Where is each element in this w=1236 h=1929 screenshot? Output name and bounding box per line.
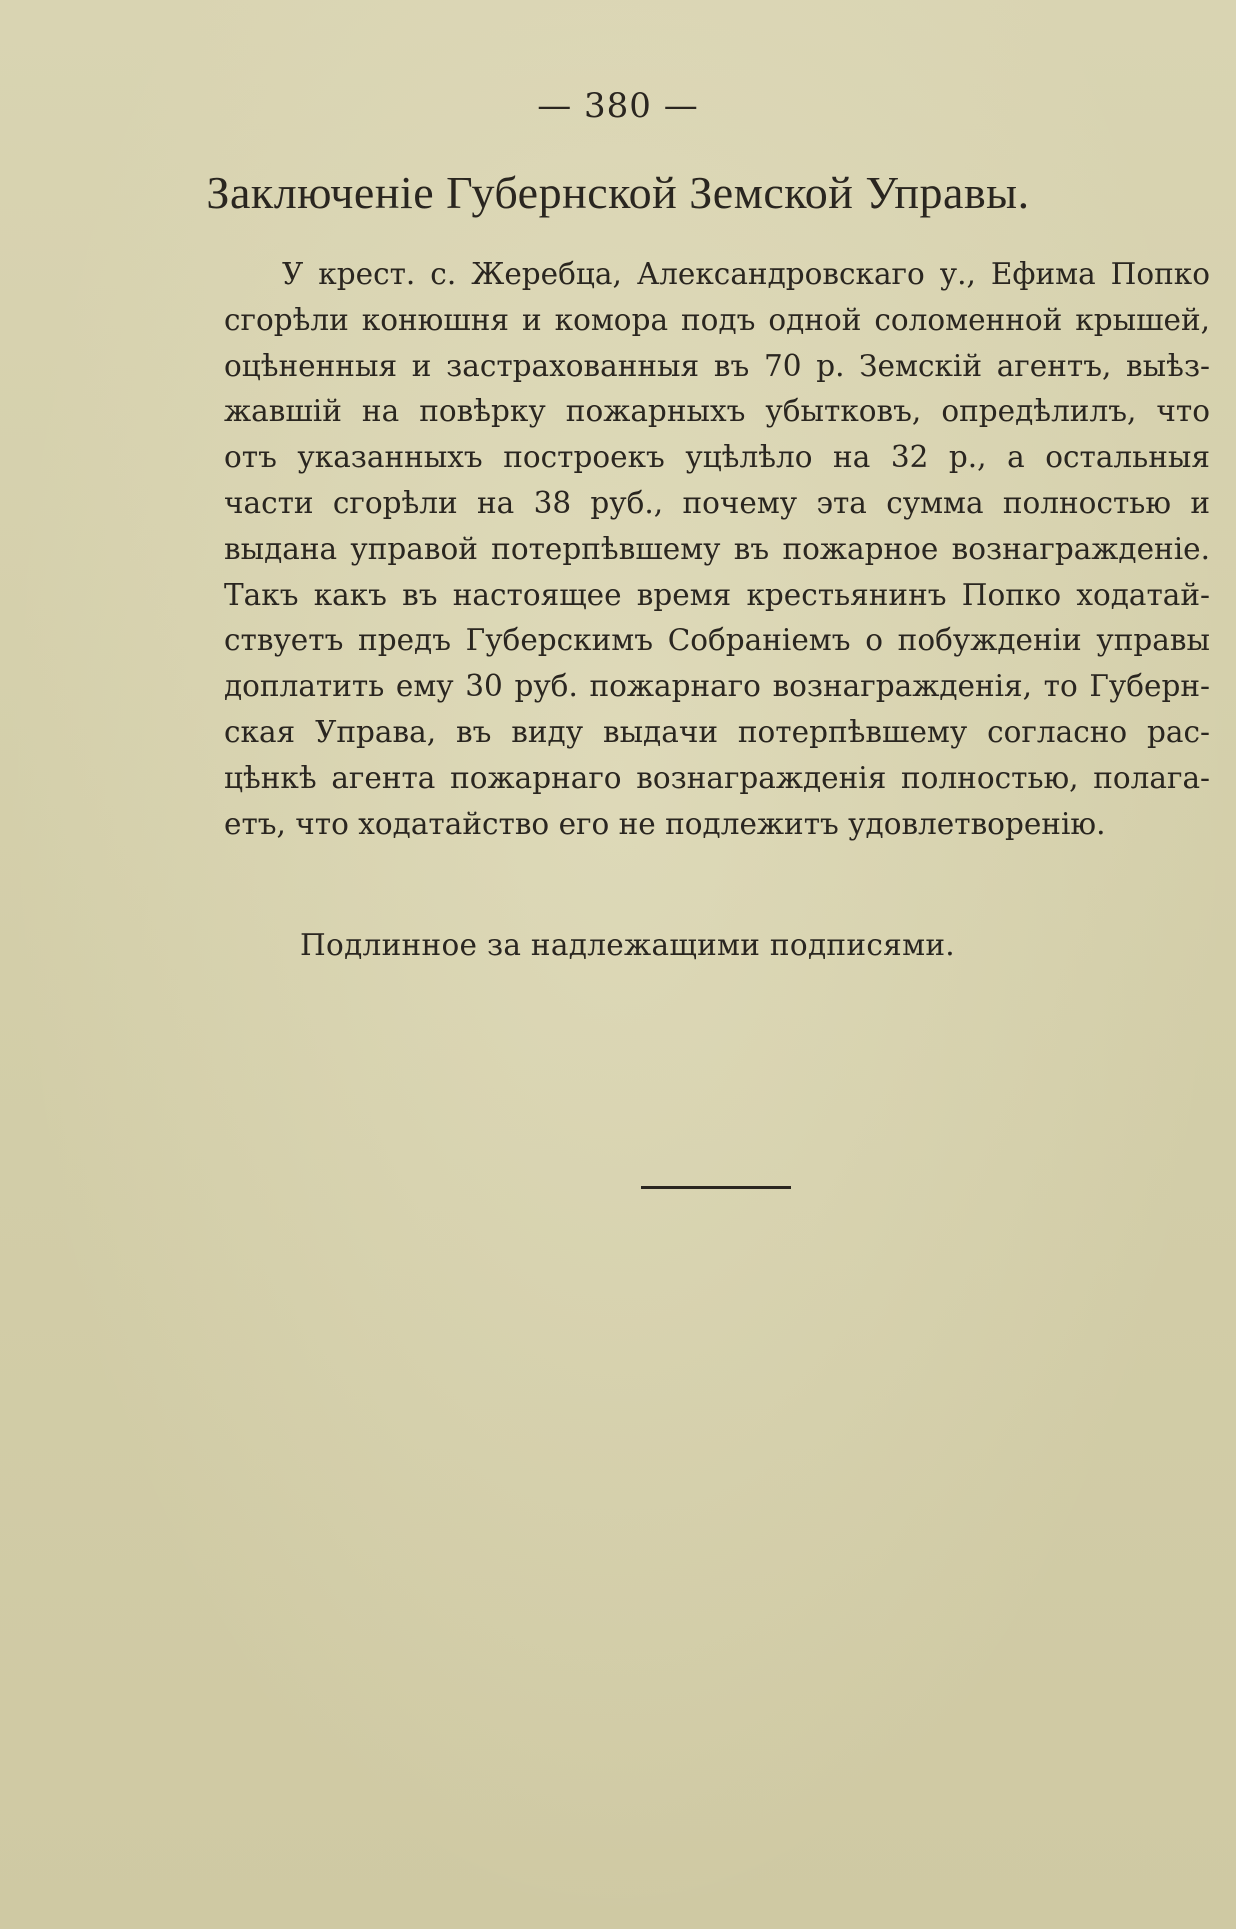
body-line: У крест. с. Жеребца, Александровскаго у., Ефима Попко (282, 257, 1210, 291)
body-line: выдана управой потерпѣвшему въ пожарное вознагражденiе. (224, 531, 1210, 566)
body-line: цѣнкѣ агента пожарнаго вознагражденiя полностью, полага- (224, 760, 1210, 795)
body-line: доплатить ему 30 руб. пожарнаго вознагражденiя, то Губерн- (224, 669, 1210, 704)
page-number: — 380 — (537, 86, 699, 126)
section-heading: Заключенiе Губернской Земской Управы. (206, 167, 1030, 218)
body-line: етъ, что ходатайство его не подлежитъ удовлетворенiю. (224, 806, 1106, 841)
body-line: отъ указанныхъ построекъ уцѣлѣло на 32 р., а остальныя (224, 440, 1210, 475)
body-line: жавшiй на повѣрку пожарныхъ убытковъ, опредѣлилъ, что (224, 394, 1210, 429)
body-text (224, 252, 1210, 847)
body-line: ская Управа, въ виду выдачи потерпѣвшему согласно рас- (224, 714, 1210, 749)
closing-rule (641, 1186, 791, 1189)
body-line: сгорѣли конюшня и комора подъ одной соломенной крышей, (224, 302, 1210, 337)
signature-note: Подлинное за надлежащими подписями. (300, 928, 955, 962)
body-line: Такъ какъ въ настоящее время крестьянинъ Попко ходатай- (224, 577, 1210, 612)
body-line: оцѣненныя и застрахованныя въ 70 р. Земскiй агентъ, выѣз- (224, 348, 1210, 383)
body-line: части сгорѣли на 38 руб., почему эта сумма полностью и (224, 485, 1210, 520)
body-line: ствуетъ предъ Губерскимъ Собранiемъ о побужденiи управы (224, 623, 1210, 658)
